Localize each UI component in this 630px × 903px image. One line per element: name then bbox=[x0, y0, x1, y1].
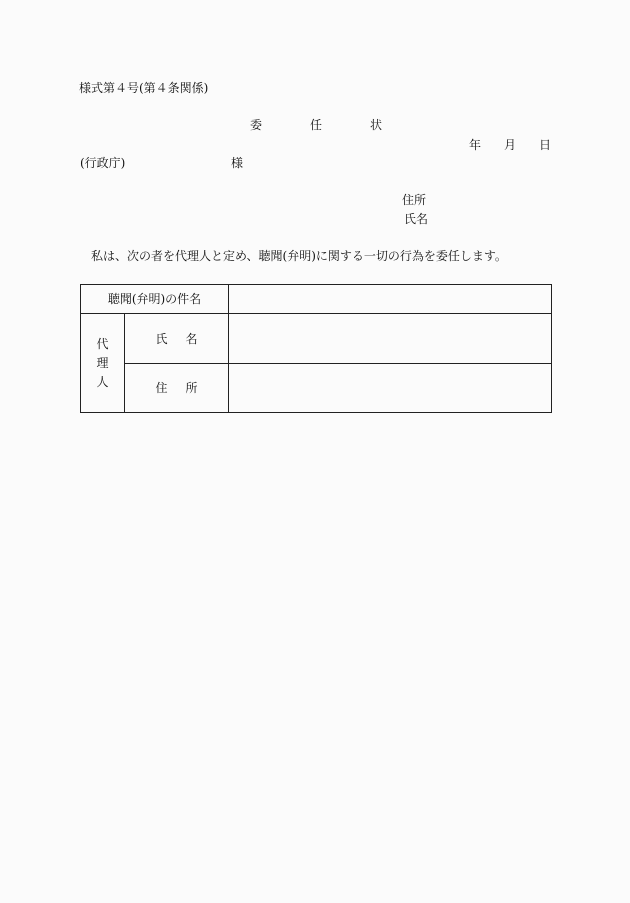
delegation-table bbox=[80, 284, 552, 413]
principal-name-label: 氏名 bbox=[404, 212, 429, 226]
table-row bbox=[81, 364, 552, 413]
form-number: 様式第４号(第４条関係) bbox=[79, 81, 209, 95]
date-line bbox=[469, 138, 551, 152]
label-char: 名 bbox=[185, 331, 198, 346]
agent-label-char: 人 bbox=[96, 374, 109, 389]
principal-address-label: 住所 bbox=[402, 193, 427, 207]
delegation-statement: 私は、次の者を代理人と定め、聴聞(弁明)に関する一切の行為を委任します。 bbox=[91, 249, 507, 263]
title-char: 状 bbox=[369, 118, 382, 132]
label-char: 所 bbox=[185, 381, 198, 395]
date-month: 月 bbox=[503, 138, 516, 152]
addressee-honorific: 様 bbox=[231, 156, 244, 170]
table-row bbox=[81, 285, 552, 314]
addressee-agency: (行政庁) bbox=[80, 156, 126, 170]
agent-label-char: 代 bbox=[96, 336, 109, 351]
case-name-label: 聴聞(弁明)の件名 bbox=[81, 285, 229, 314]
agent-address-field[interactable] bbox=[229, 364, 552, 413]
label-char: 氏 bbox=[155, 331, 168, 346]
agent-name-field[interactable] bbox=[229, 314, 552, 364]
case-name-field[interactable] bbox=[229, 285, 552, 314]
table-row bbox=[81, 314, 552, 364]
date-year: 年 bbox=[469, 138, 482, 152]
agent-name-label bbox=[125, 314, 229, 364]
label-char: 住 bbox=[155, 381, 168, 395]
agent-address-label bbox=[125, 364, 229, 413]
date-day: 日 bbox=[538, 138, 551, 152]
title-char: 任 bbox=[309, 118, 322, 132]
title-char: 委 bbox=[250, 118, 263, 132]
agent-label bbox=[81, 314, 125, 413]
agent-label-char: 理 bbox=[96, 355, 109, 370]
document-title bbox=[250, 118, 382, 132]
